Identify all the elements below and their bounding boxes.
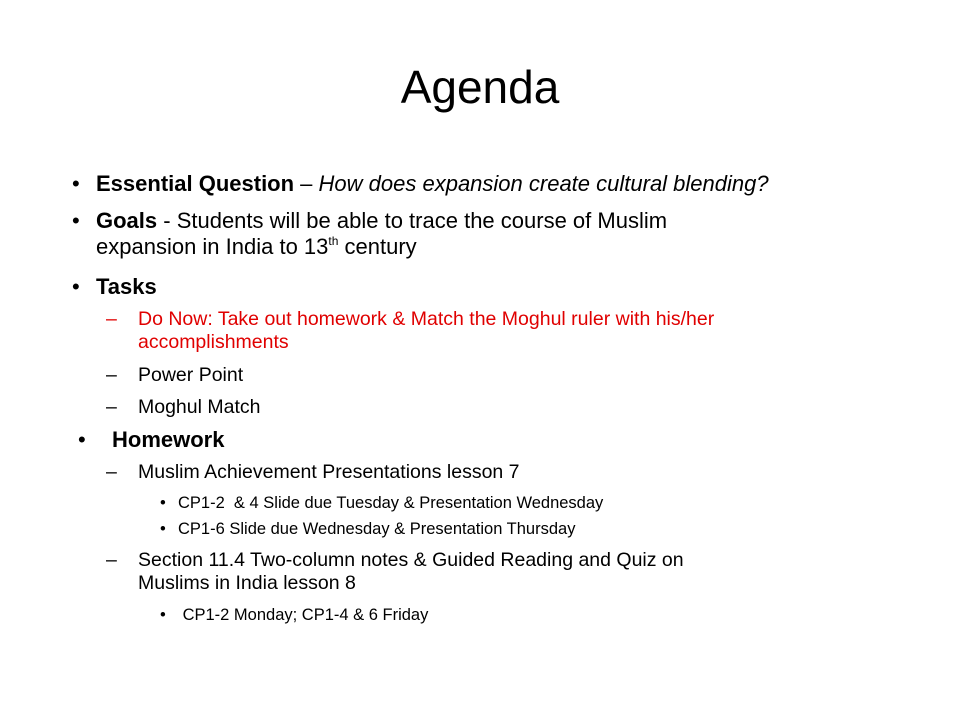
- dash: –: [106, 308, 117, 330]
- bullet: •: [160, 606, 166, 624]
- goals-superscript: th: [328, 234, 339, 248]
- task-power-point: [106, 364, 938, 387]
- task-do-now-line1: Do Now: Take out homework & Match the Moghul ruler with his/her: [138, 308, 715, 330]
- bullet: •: [160, 520, 166, 538]
- homework-subitem-text: CP1-2 & 4 Slide due Tuesday & Presentation Wednesday: [178, 494, 604, 512]
- dash: –: [294, 171, 319, 196]
- dash: –: [106, 461, 117, 483]
- essential-question-label: Essential Question: [96, 171, 295, 196]
- dash: –: [106, 396, 117, 418]
- goals-text-line1: - Students will be able to trace the course of Muslim: [157, 208, 668, 233]
- goals-text-line2: expansion in India to 13: [96, 234, 329, 259]
- task-do-now: [106, 308, 938, 354]
- slide-title: Agenda: [400, 61, 560, 113]
- homework-section-notes-line1: Section 11.4 Two-column notes & Guided Reading and Quiz on: [138, 549, 684, 571]
- goals-text-end: century: [338, 234, 417, 259]
- essential-question-text: How does expansion create cultural blending?: [318, 171, 769, 196]
- homework-subitem-text: CP1-2 Monday; CP1-4 & 6 Friday: [178, 606, 429, 624]
- bullet: •: [78, 427, 86, 452]
- homework-item: [78, 427, 952, 453]
- homework-section-notes: [106, 549, 938, 595]
- goals-label: Goals: [96, 208, 158, 233]
- bullet: •: [72, 208, 80, 233]
- task-moghul-match: [106, 396, 938, 419]
- dash: –: [106, 364, 117, 386]
- bullet: •: [72, 171, 80, 196]
- homework-presentations-text: Muslim Achievement Presentations lesson 7: [138, 461, 520, 483]
- dash: –: [106, 549, 117, 571]
- bullet: •: [72, 274, 80, 299]
- homework-label: Homework: [112, 427, 225, 452]
- task-power-point-text: Power Point: [138, 364, 244, 386]
- homework-subitem-text: CP1-6 Slide due Wednesday & Presentation Thursday: [178, 520, 576, 538]
- tasks-item: [72, 274, 936, 300]
- essential-question-item: [72, 171, 936, 197]
- bullet: •: [160, 494, 166, 512]
- task-do-now-line2: accomplishments: [138, 331, 289, 353]
- goals-item: [72, 208, 936, 260]
- task-moghul-match-text: Moghul Match: [138, 396, 261, 418]
- homework-section-notes-line2: Muslims in India lesson 8: [138, 572, 356, 594]
- homework-subitem: [160, 493, 938, 513]
- homework-presentations: [106, 461, 938, 484]
- tasks-label: Tasks: [96, 274, 157, 299]
- homework-subitem: [160, 605, 938, 625]
- homework-subitem: [160, 519, 938, 539]
